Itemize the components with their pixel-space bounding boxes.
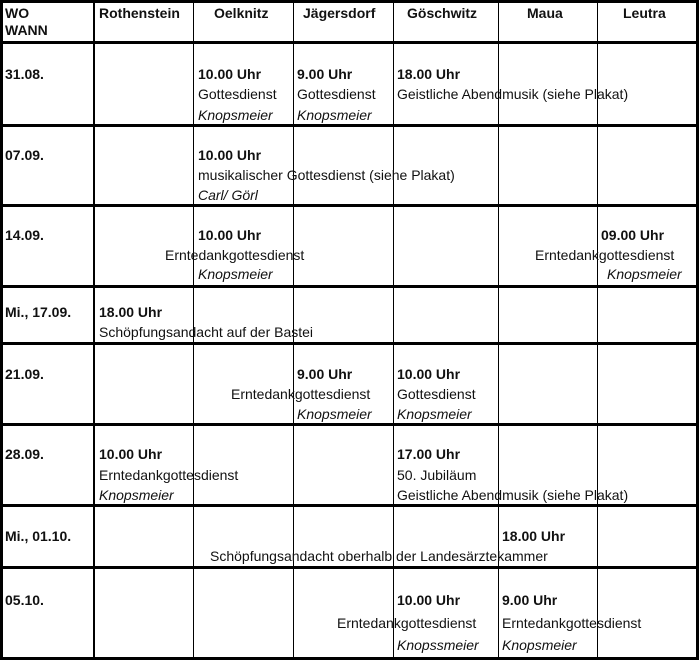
- event-time: 9.00 Uhr: [502, 592, 558, 608]
- event-time: 17.00 Uhr: [397, 446, 461, 462]
- header-column: Oelknitz: [214, 5, 269, 21]
- date-cell: 31.08.: [5, 66, 44, 82]
- event-person: Knopsmeier: [198, 266, 273, 282]
- event-time: 10.00 Uhr: [198, 147, 262, 163]
- date-cell: Mi., 01.10.: [5, 528, 72, 544]
- event-time: 10.00 Uhr: [198, 227, 262, 243]
- event-time: 10.00 Uhr: [198, 66, 262, 82]
- event-title: Gottesdienst: [297, 86, 376, 102]
- event-person: Knopsmeier: [99, 487, 174, 503]
- header-wo: WO: [5, 5, 30, 21]
- header-column: Göschwitz: [407, 5, 478, 21]
- event-time: 10.00 Uhr: [99, 446, 163, 462]
- event-person: Knopsmeier: [607, 266, 682, 282]
- event-title: Erntedankgottesdienst: [231, 386, 371, 402]
- date-cell: 05.10.: [5, 592, 44, 608]
- event-time: 09.00 Uhr: [601, 227, 665, 243]
- event-time: 18.00 Uhr: [397, 66, 461, 82]
- event-title: Schöpfungsandacht auf der Bastei: [99, 324, 314, 340]
- event-title: musikalischer Gottesdienst (siehe Plakat): [198, 167, 455, 183]
- event-person: Knopsmeier: [198, 107, 273, 123]
- event-title: Gottesdienst: [397, 386, 476, 402]
- date-cell: Mi., 17.09.: [5, 304, 72, 320]
- event-title-2: Geistliche Abendmusik (siehe Plakat): [397, 487, 629, 503]
- date-cell: 07.09.: [5, 147, 44, 163]
- event-title: Erntedankgottesdienst: [165, 247, 305, 263]
- event-time: 10.00 Uhr: [397, 592, 461, 608]
- event-time: 18.00 Uhr: [99, 304, 163, 320]
- event-person: Carl/ Görl: [198, 187, 258, 203]
- header-column: Rothenstein: [99, 5, 180, 21]
- event-time: 10.00 Uhr: [397, 366, 461, 382]
- event-person: Knopsmeier: [397, 406, 472, 422]
- header-column: Leutra: [623, 5, 666, 21]
- event-title: Erntedankgottesdienst: [99, 467, 239, 483]
- event-time: 9.00 Uhr: [297, 66, 353, 82]
- event-title: Schöpfungsandacht oberhalb der Landesärztekammer: [210, 548, 548, 564]
- row-divider: [3, 566, 696, 569]
- row-divider: [3, 41, 696, 44]
- header-column: Jägersdorf: [303, 5, 376, 21]
- event-title: Geistliche Abendmusik (siehe Plakat): [397, 86, 629, 102]
- header-wann: WANN: [5, 22, 48, 38]
- row-divider: [3, 124, 696, 127]
- col-divider: [93, 3, 95, 657]
- header-column: Maua: [527, 5, 563, 21]
- date-cell: 14.09.: [5, 227, 44, 243]
- event-title: Gottesdienst: [198, 86, 277, 102]
- event-time: 9.00 Uhr: [297, 366, 353, 382]
- event-person: Knopsmeier: [297, 406, 372, 422]
- row-divider: [3, 504, 696, 507]
- event-title: 50. Jubiläum: [397, 467, 477, 483]
- row-divider: [3, 285, 696, 288]
- date-cell: 21.09.: [5, 366, 44, 382]
- event-person: Knopssmeier: [397, 637, 479, 653]
- event-title: Erntedankgottesdienst: [502, 615, 642, 631]
- row-divider: [3, 342, 696, 345]
- event-person: Knopsmeier: [297, 107, 372, 123]
- date-cell: 28.09.: [5, 446, 44, 462]
- row-divider: [3, 204, 696, 207]
- event-title: Erntedankgottesdienst: [337, 615, 477, 631]
- event-time: 18.00 Uhr: [502, 528, 566, 544]
- event-person: Knopsmeier: [502, 637, 577, 653]
- row-divider: [3, 423, 696, 426]
- event-title: Erntedankgottesdienst: [535, 247, 675, 263]
